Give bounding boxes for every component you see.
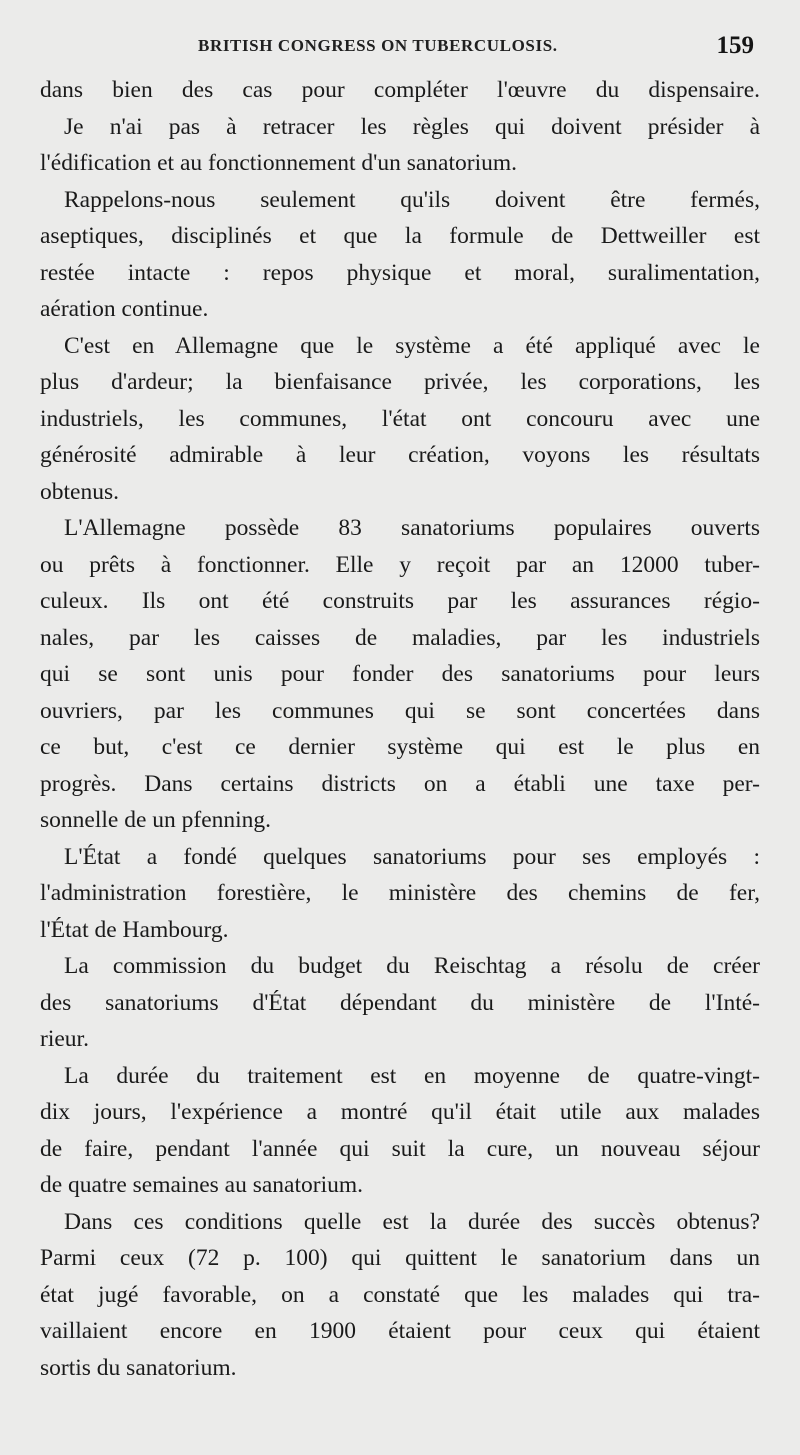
- text-line: plus d'ardeur; la bienfaisance privée, les corporations, les: [40, 369, 760, 395]
- text-line: de faire, pendant l'année qui suit la cure, un nouveau séjour: [40, 1135, 760, 1162]
- text-line: dans bien des cas pour compléter l'œuvre du dispensaire.: [40, 77, 760, 103]
- text-line: ouvriers, par les communes qui se sont concertées dans: [40, 697, 760, 724]
- text-line: qui se sont unis pour fonder des sanatoriums pour leurs: [40, 661, 760, 687]
- text-line: aseptiques, disciplinés et que la formule de Dettweiller est: [40, 223, 760, 249]
- text-line: générosité admirable à leur création, voyons les résultats: [40, 442, 760, 468]
- text-line: progrès. Dans certains districts on a établi une taxe per-: [40, 770, 760, 797]
- text-line: aération continue.: [40, 296, 209, 322]
- text-line: L'État a fondé quelques sanatoriums pour ses employés :: [64, 843, 760, 870]
- text-line: Parmi ceux (72 p. 100) qui quittent le sanatorium dans un: [40, 1245, 760, 1271]
- text-line: La commission du budget du Reischtag a résolu de créer: [64, 953, 760, 979]
- text-line: vaillaient encore en 1900 étaient pour ceux qui étaient: [40, 1318, 760, 1344]
- text-line: nales, par les caisses de maladies, par les industriels: [40, 624, 760, 651]
- running-title: BRITISH CONGRESS ON TUBERCULOSIS.: [198, 36, 558, 55]
- text-line: obtenus.: [40, 478, 119, 505]
- text-line: dix jours, l'expérience a montré qu'il était utile aux malades: [40, 1099, 760, 1125]
- text-line: industriels, les communes, l'état ont concouru avec une: [40, 405, 760, 432]
- running-header: [40, 32, 760, 62]
- text-line: des sanatoriums d'État dépendant du ministère de l'Inté-: [40, 989, 760, 1016]
- text-line: de quatre semaines au sanatorium.: [40, 1172, 364, 1198]
- text-line: rieur.: [40, 1026, 89, 1052]
- text-line: ce but, c'est ce dernier système qui est le plus en: [40, 734, 760, 760]
- page-number: 159: [716, 32, 754, 59]
- text-line: Dans ces conditions quelle est la durée des succès obtenus?: [64, 1208, 760, 1235]
- text-line: état jugé favorable, on a constaté que les malades qui tra-: [40, 1281, 760, 1308]
- text-line: ou prêts à fonctionner. Elle y reçoit par an 12000 tuber-: [40, 551, 760, 578]
- text-line: Je n'ai pas à retracer les règles qui doivent présider à: [64, 113, 760, 140]
- text-line: L'Allemagne possède 83 sanatoriums populaires ouverts: [64, 515, 760, 541]
- text-line: l'administration forestière, le ministère des chemins de fer,: [40, 880, 760, 906]
- text-line: C'est en Allemagne que le système a été appliqué avec le: [64, 332, 760, 359]
- text-line: La durée du traitement est en moyenne de quatre-vingt-: [64, 1062, 760, 1089]
- text-line: l'édification et au fonctionnement d'un sanatorium.: [40, 150, 518, 176]
- text-line: restée intacte : repos physique et moral, suralimentation,: [40, 259, 760, 286]
- body-text: [40, 72, 760, 1386]
- text-line: sonnelle de un pfenning.: [40, 807, 272, 833]
- text-line: l'État de Hambourg.: [40, 916, 229, 943]
- text-line: sortis du sanatorium.: [40, 1354, 237, 1381]
- text-line: culeux. Ils ont été construits par les assurances régio-: [40, 588, 760, 614]
- text-line: Rappelons-nous seulement qu'ils doivent être fermés,: [64, 186, 760, 213]
